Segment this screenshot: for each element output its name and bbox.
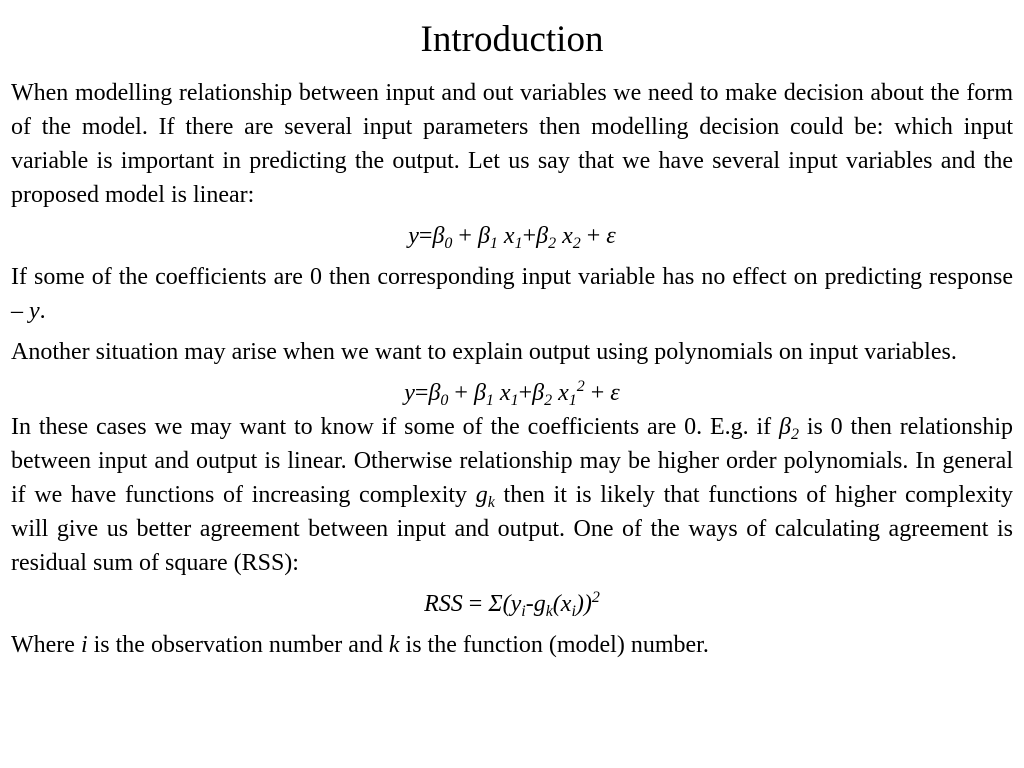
rss-equation: RSS = $\Sigma(y_i-g_k(x_i))^2$: [424, 589, 600, 620]
polynomial-paragraph: Another situation may arise when we want to explain output using polynomials on input variables.: [11, 339, 957, 365]
polynomial-model-equation: $y=\beta_0 + \beta_1$ $x_1+\beta_2$ $x_1^2 + \varepsilon$: [404, 378, 620, 409]
definition-paragraph: Where i is the observation number and k is the function (model) number.: [11, 632, 709, 658]
slide-title: Introduction: [420, 19, 604, 60]
complexity-paragraph: In these cases we may want to know if some of the coefficients are 0. E.g. if $\beta_2$ is 0 then relationship between input and output is linear. Otherwise relationship may be higher order polynomials. In general if we have functions of increasing complexity $g_k$ then it is likely that functions of higher complexity will give us better agreement between input and output. One of the ways of calculating agreement is residual sum of square (RSS):: [11, 414, 1014, 576]
linear-model-equation: $y=\beta_0 + \beta_1$ $x_1+\beta_2$ $x_2 + \varepsilon$: [408, 223, 616, 252]
zero-coefficient-paragraph: If some of the coefficients are 0 then corresponding input variable has no effect on predicting response – y.: [11, 264, 1013, 324]
intro-paragraph: When modelling relationship between input and out variables we need to make decision about the form of the model. If there are several input parameters then modelling decision could be: which input variable is important in predicting the output. Let us say that we have several input variables and the proposed model is linear:: [11, 80, 1013, 208]
slide-body: [11, 76, 1013, 662]
